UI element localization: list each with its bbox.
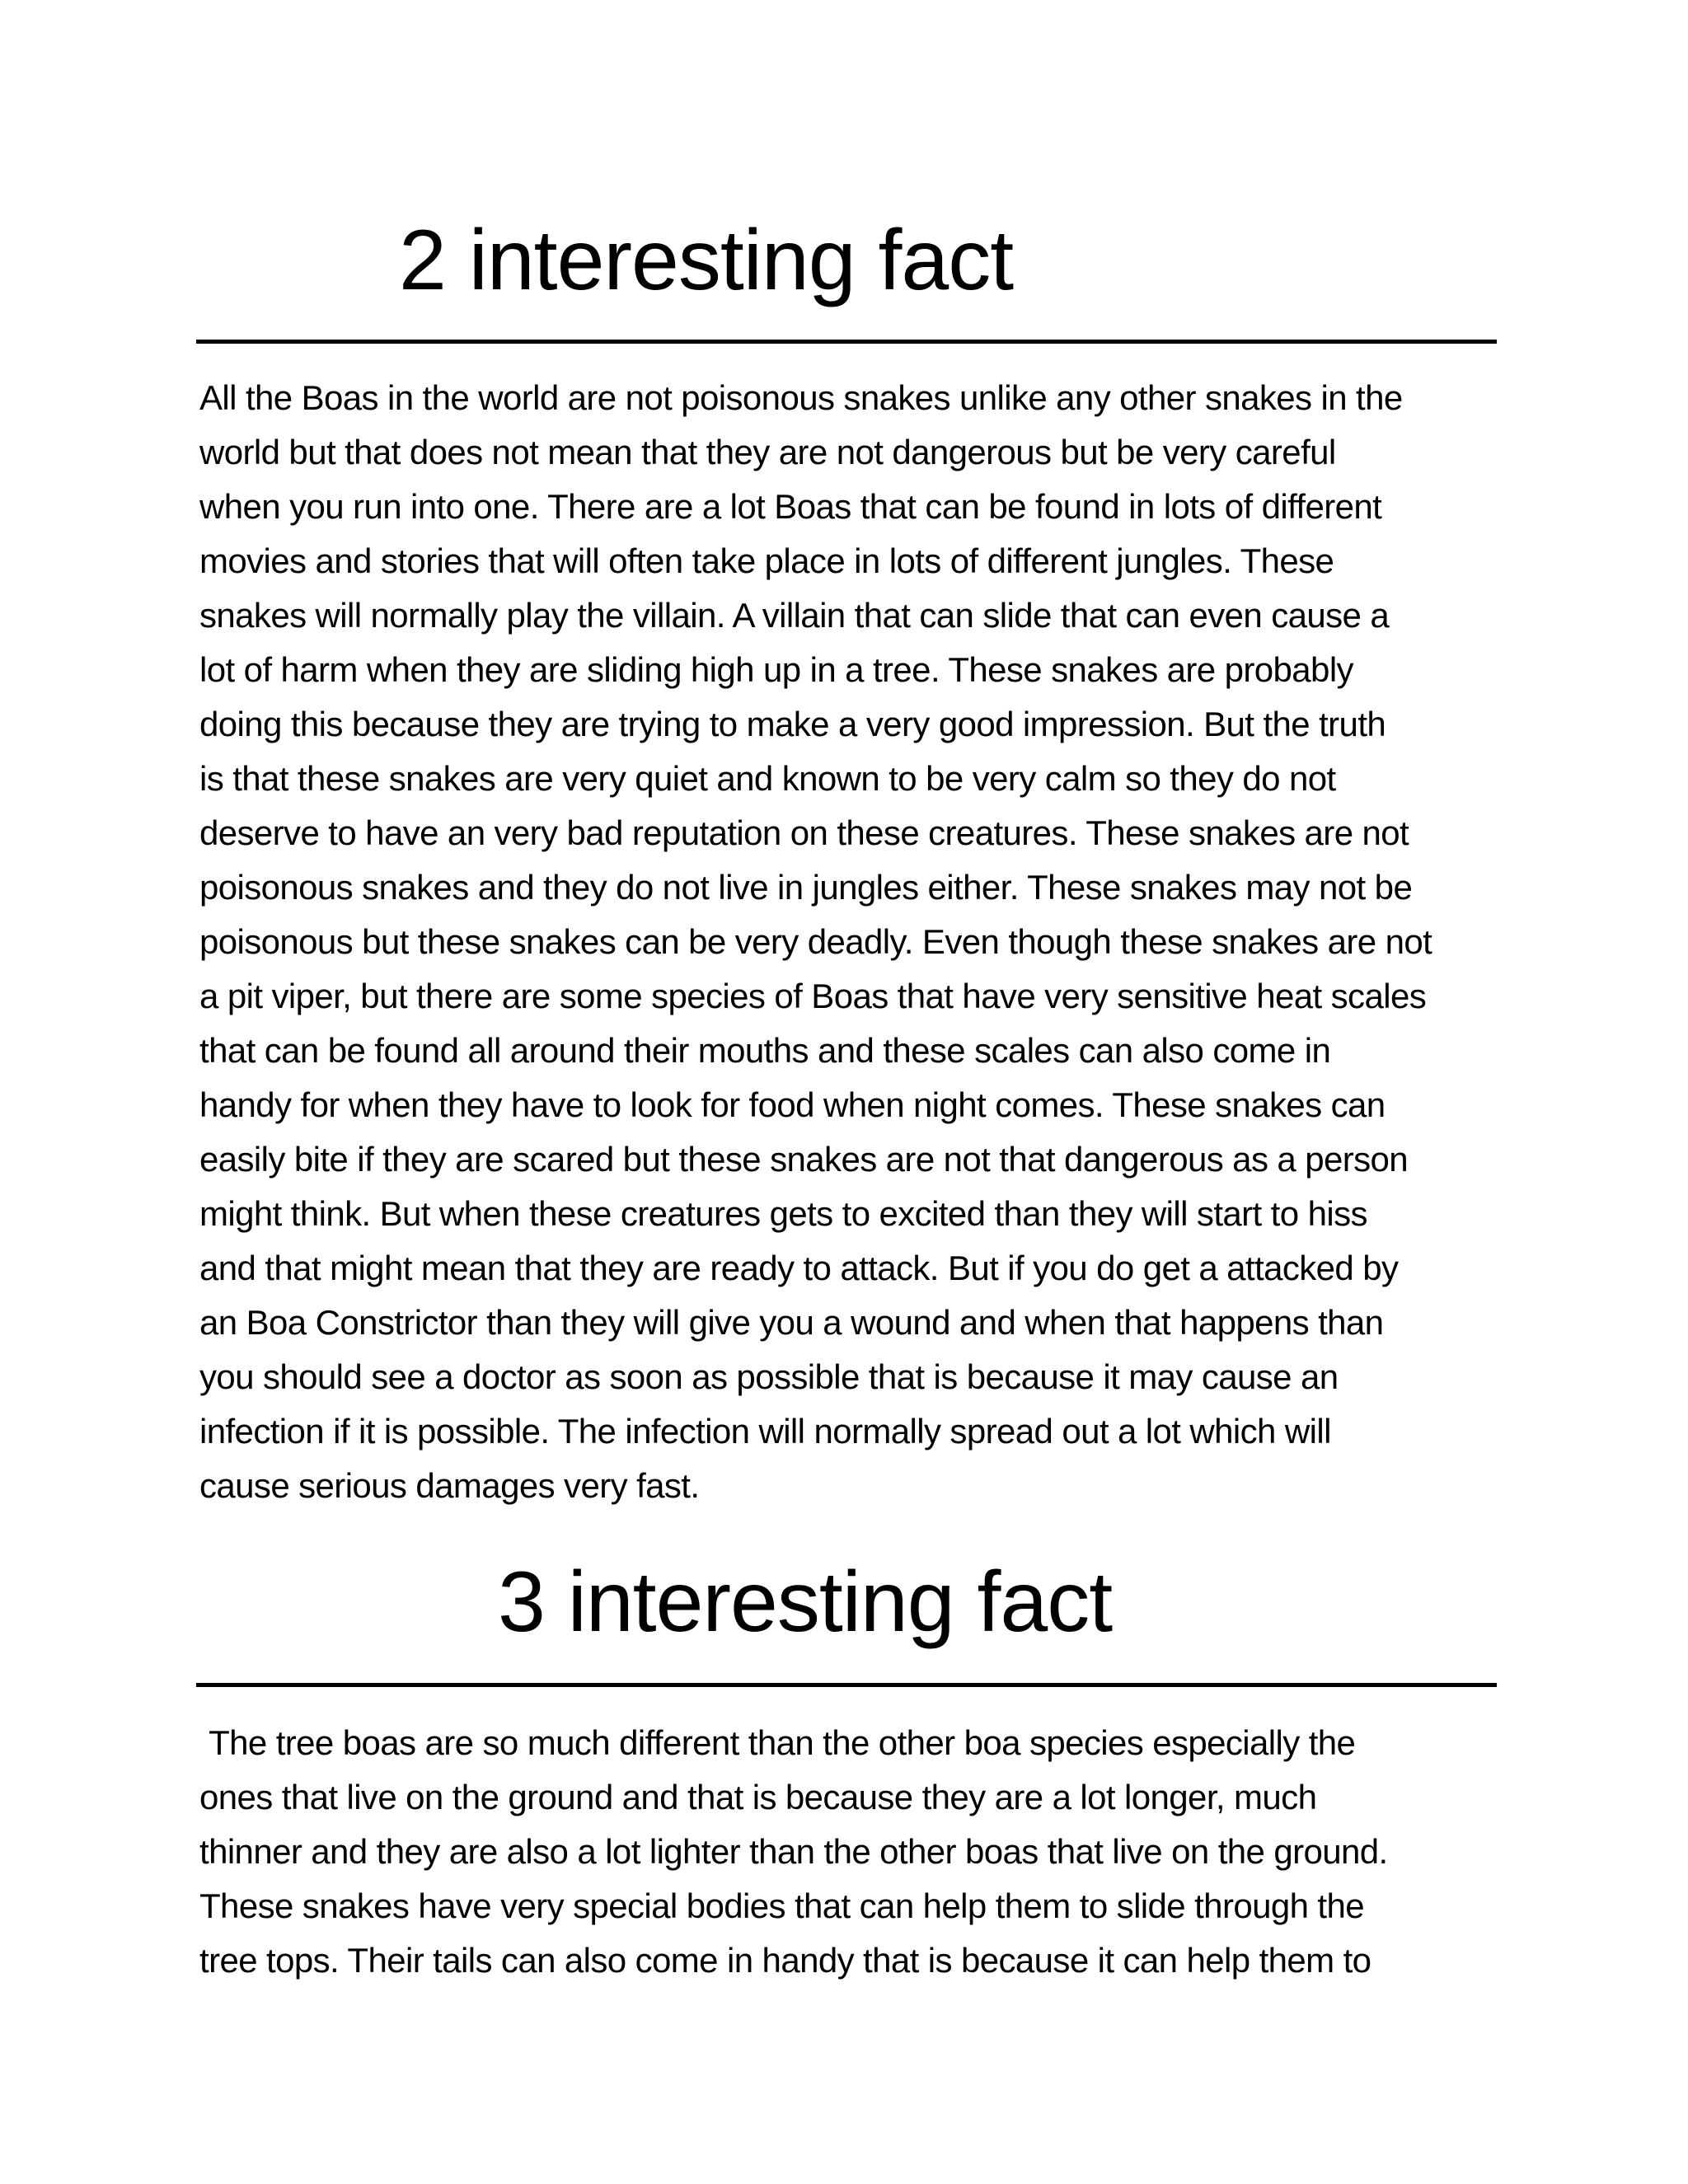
section-heading-fact-2: 2 interesting fact [399,213,1014,308]
section-paragraph-fact-3: The tree boas are so much different than the other boa species especially the ones that live on the ground and that is because they are a lot longer, much thinner and they are also a lot lighter than the other boas that live on the ground. These snakes have very special bodies that can help them to slide through the tree tops. Their tails can also come in handy that is because it can help them to [199,1723,1388,1980]
heading-underline-rule [196,340,1497,344]
section-heading-fact-3: 3 interesting fact [498,1554,1113,1650]
section-paragraph-fact-2: All the Boas in the world are not poisonous snakes unlike any other snakes in the world but that does not mean that they are not dangerous but be very careful when you run into one. There are a lot Boas that can be found in lots of different movies and stories that will often take place in lots of different jungles. These snakes will normally play the villain. A villain that can slide that can even cause a lot of harm when they are sliding high up in a tree. These snakes are probably doing this because they are trying to make a very good impression. But the truth is that these snakes are very quiet and known to be very calm so they do not deserve to have an very bad reputation on these creatures. These snakes are not poisonous snakes and they do not live in jungles either. These snakes may not be poisonous but these snakes can be very deadly. Even though these snakes are not a pit viper, but there are some species of Boas that have very sensitive heat scales that can be found all around their mouths and these scales can also come in handy for when they have to look for food when night comes. These snakes can easily bite if they are scared but these snakes are not that dangerous as a person might think. But when these creatures gets to excited than they will start to hiss and that might mean that they are ready to attack. But if you do get a attacked by an Boa Constrictor than they will give you a wound and when that happens than you should see a doctor as soon as possible that is because it may cause an infection if it is possible. The infection will normally spread out a lot which will cause serious damages very fast. [199,378,1432,1505]
heading-underline-rule [196,1683,1497,1687]
